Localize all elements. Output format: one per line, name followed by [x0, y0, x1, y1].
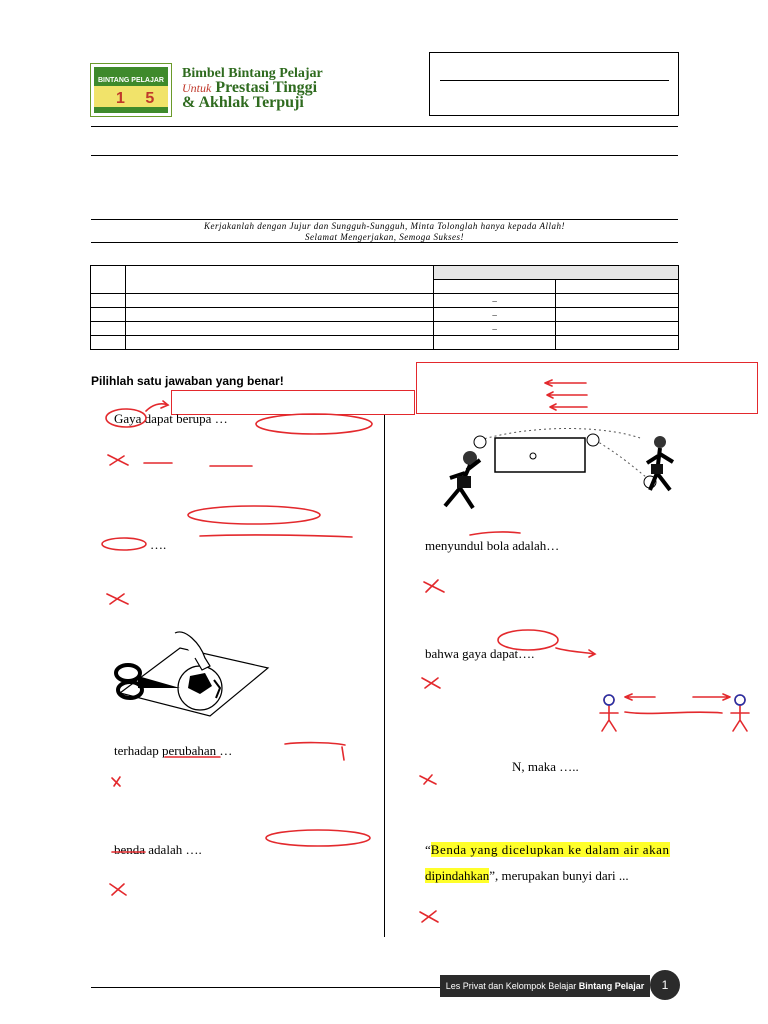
- table-cell: [556, 336, 679, 350]
- question-right-2: bahwa gaya dapat….: [425, 646, 535, 661]
- note-box[interactable]: [416, 362, 758, 414]
- annotation-cross: [110, 884, 126, 895]
- table-row: [91, 294, 679, 308]
- table-cell: [125, 322, 433, 336]
- scissors-cutting-paper-figure: [110, 628, 270, 718]
- header-rule: [91, 155, 678, 156]
- annotation-cross: [107, 594, 128, 604]
- logo-brand-text: BINTANG PELAJAR: [94, 76, 168, 86]
- annotation-circle: [188, 506, 320, 524]
- annotation-underline: [285, 743, 345, 745]
- table-cell: [125, 266, 433, 294]
- page-number: 1: [650, 970, 680, 1000]
- annotation-circle: [256, 414, 372, 434]
- motto-rule-top: [91, 219, 678, 220]
- quote-line-2: [425, 868, 629, 884]
- quote-highlight-2: dipindahkan: [425, 868, 490, 883]
- annotation-cross: [112, 777, 120, 786]
- table-cell: [556, 322, 679, 336]
- annotation-mark: [342, 747, 344, 760]
- header-rule: [91, 126, 678, 127]
- annotation-circle: [266, 830, 370, 846]
- quote-highlight-1: Benda yang dicelupkan ke dalam air akan: [430, 842, 670, 857]
- footer-bar: [440, 975, 650, 997]
- stick-figure-left: [600, 705, 618, 731]
- table-row: [91, 322, 679, 336]
- brand-title: Bimbel Bintang Pelajar: [182, 66, 323, 81]
- footer-text: Les Privat dan Kelompok Belajar: [445, 981, 579, 991]
- brand-prestasi: Prestasi Tinggi: [215, 79, 318, 96]
- table-cell: [433, 266, 678, 280]
- heading-ball-figure: [425, 428, 685, 528]
- annotation-rope: [625, 712, 722, 713]
- annotation-cross: [420, 911, 438, 922]
- table-cell: [125, 336, 433, 350]
- table-cell: [125, 294, 433, 308]
- question-right-3: N, maka …..: [512, 759, 579, 774]
- annotation-arrow: [589, 650, 595, 657]
- instruction: Pilihlah satu jawaban yang benar!: [91, 374, 284, 388]
- table-cell: –: [433, 294, 556, 308]
- annotation-underline: [470, 532, 520, 535]
- table-cell: [556, 308, 679, 322]
- table-cell: –: [433, 308, 556, 322]
- annotation-arrow: [146, 404, 168, 411]
- question-left-4: benda adalah ….: [114, 842, 202, 857]
- annotation-cross: [420, 775, 436, 784]
- annotation-cross: [422, 678, 440, 688]
- table-cell: [91, 336, 126, 350]
- question-left-3: terhadap perubahan …: [114, 743, 233, 758]
- motto-rule-bottom: [91, 242, 678, 243]
- table-cell: [556, 294, 679, 308]
- motto-line-2: Selamat Mengerjakan, Semoga Sukses!: [305, 232, 464, 242]
- annotation-arrow: [625, 694, 655, 700]
- table-cell: [91, 308, 126, 322]
- question-left-2: ….: [150, 537, 167, 552]
- table-cell: [91, 294, 126, 308]
- name-field-line[interactable]: [440, 80, 669, 81]
- logo: [90, 63, 172, 117]
- column-divider: [384, 415, 385, 937]
- table-cell: [433, 336, 556, 350]
- quote-open: “: [425, 842, 431, 857]
- table-cell: [433, 280, 556, 294]
- annotation-arrow: [693, 694, 730, 700]
- brand-tagline-2: [182, 94, 304, 112]
- quote-line-1: [425, 842, 670, 858]
- footer-brand: Bintang Pelajar: [578, 981, 645, 991]
- table-cell: [556, 280, 679, 294]
- brand-untuk: Untuk: [182, 81, 212, 95]
- table-row: [91, 336, 679, 350]
- table-row: [91, 308, 679, 322]
- stick-figure-right: [735, 695, 745, 705]
- stick-figure-right: [731, 705, 749, 731]
- question-left-1: Gaya dapat berupa …: [114, 411, 228, 426]
- table-cell: [125, 308, 433, 322]
- footer-rule: [91, 987, 441, 988]
- brand-amp: &: [182, 94, 196, 111]
- table-row: [91, 266, 679, 280]
- table-cell: [91, 266, 126, 294]
- stick-figure-head-right: [735, 695, 745, 705]
- motto-line-1: Kerjakanlah dengan Jujur dan Sungguh-Sungguh, Minta Tolonglah hanya kepada Allah!: [204, 221, 565, 231]
- brand-akhlak: Akhlak Terpuji: [198, 94, 304, 111]
- logo-numbers: 1 5: [116, 90, 163, 107]
- annotation-underline: [200, 535, 352, 537]
- table-cell: [91, 322, 126, 336]
- annotation-cross: [108, 455, 128, 465]
- stick-figure-head-left: [604, 695, 614, 705]
- score-table: [90, 265, 679, 350]
- table-cell: –: [433, 322, 556, 336]
- annotation-circle: [102, 538, 146, 550]
- annotation-cross: [424, 580, 444, 592]
- quote-tail: ”, merupakan bunyi dari ...: [489, 868, 629, 883]
- annotation-arrow: [556, 648, 594, 654]
- annotation-arrow: [161, 401, 168, 408]
- question-right-1: menyundul bola adalah…: [425, 538, 560, 553]
- stick-figure-left: [604, 695, 614, 705]
- name-box: [429, 52, 679, 116]
